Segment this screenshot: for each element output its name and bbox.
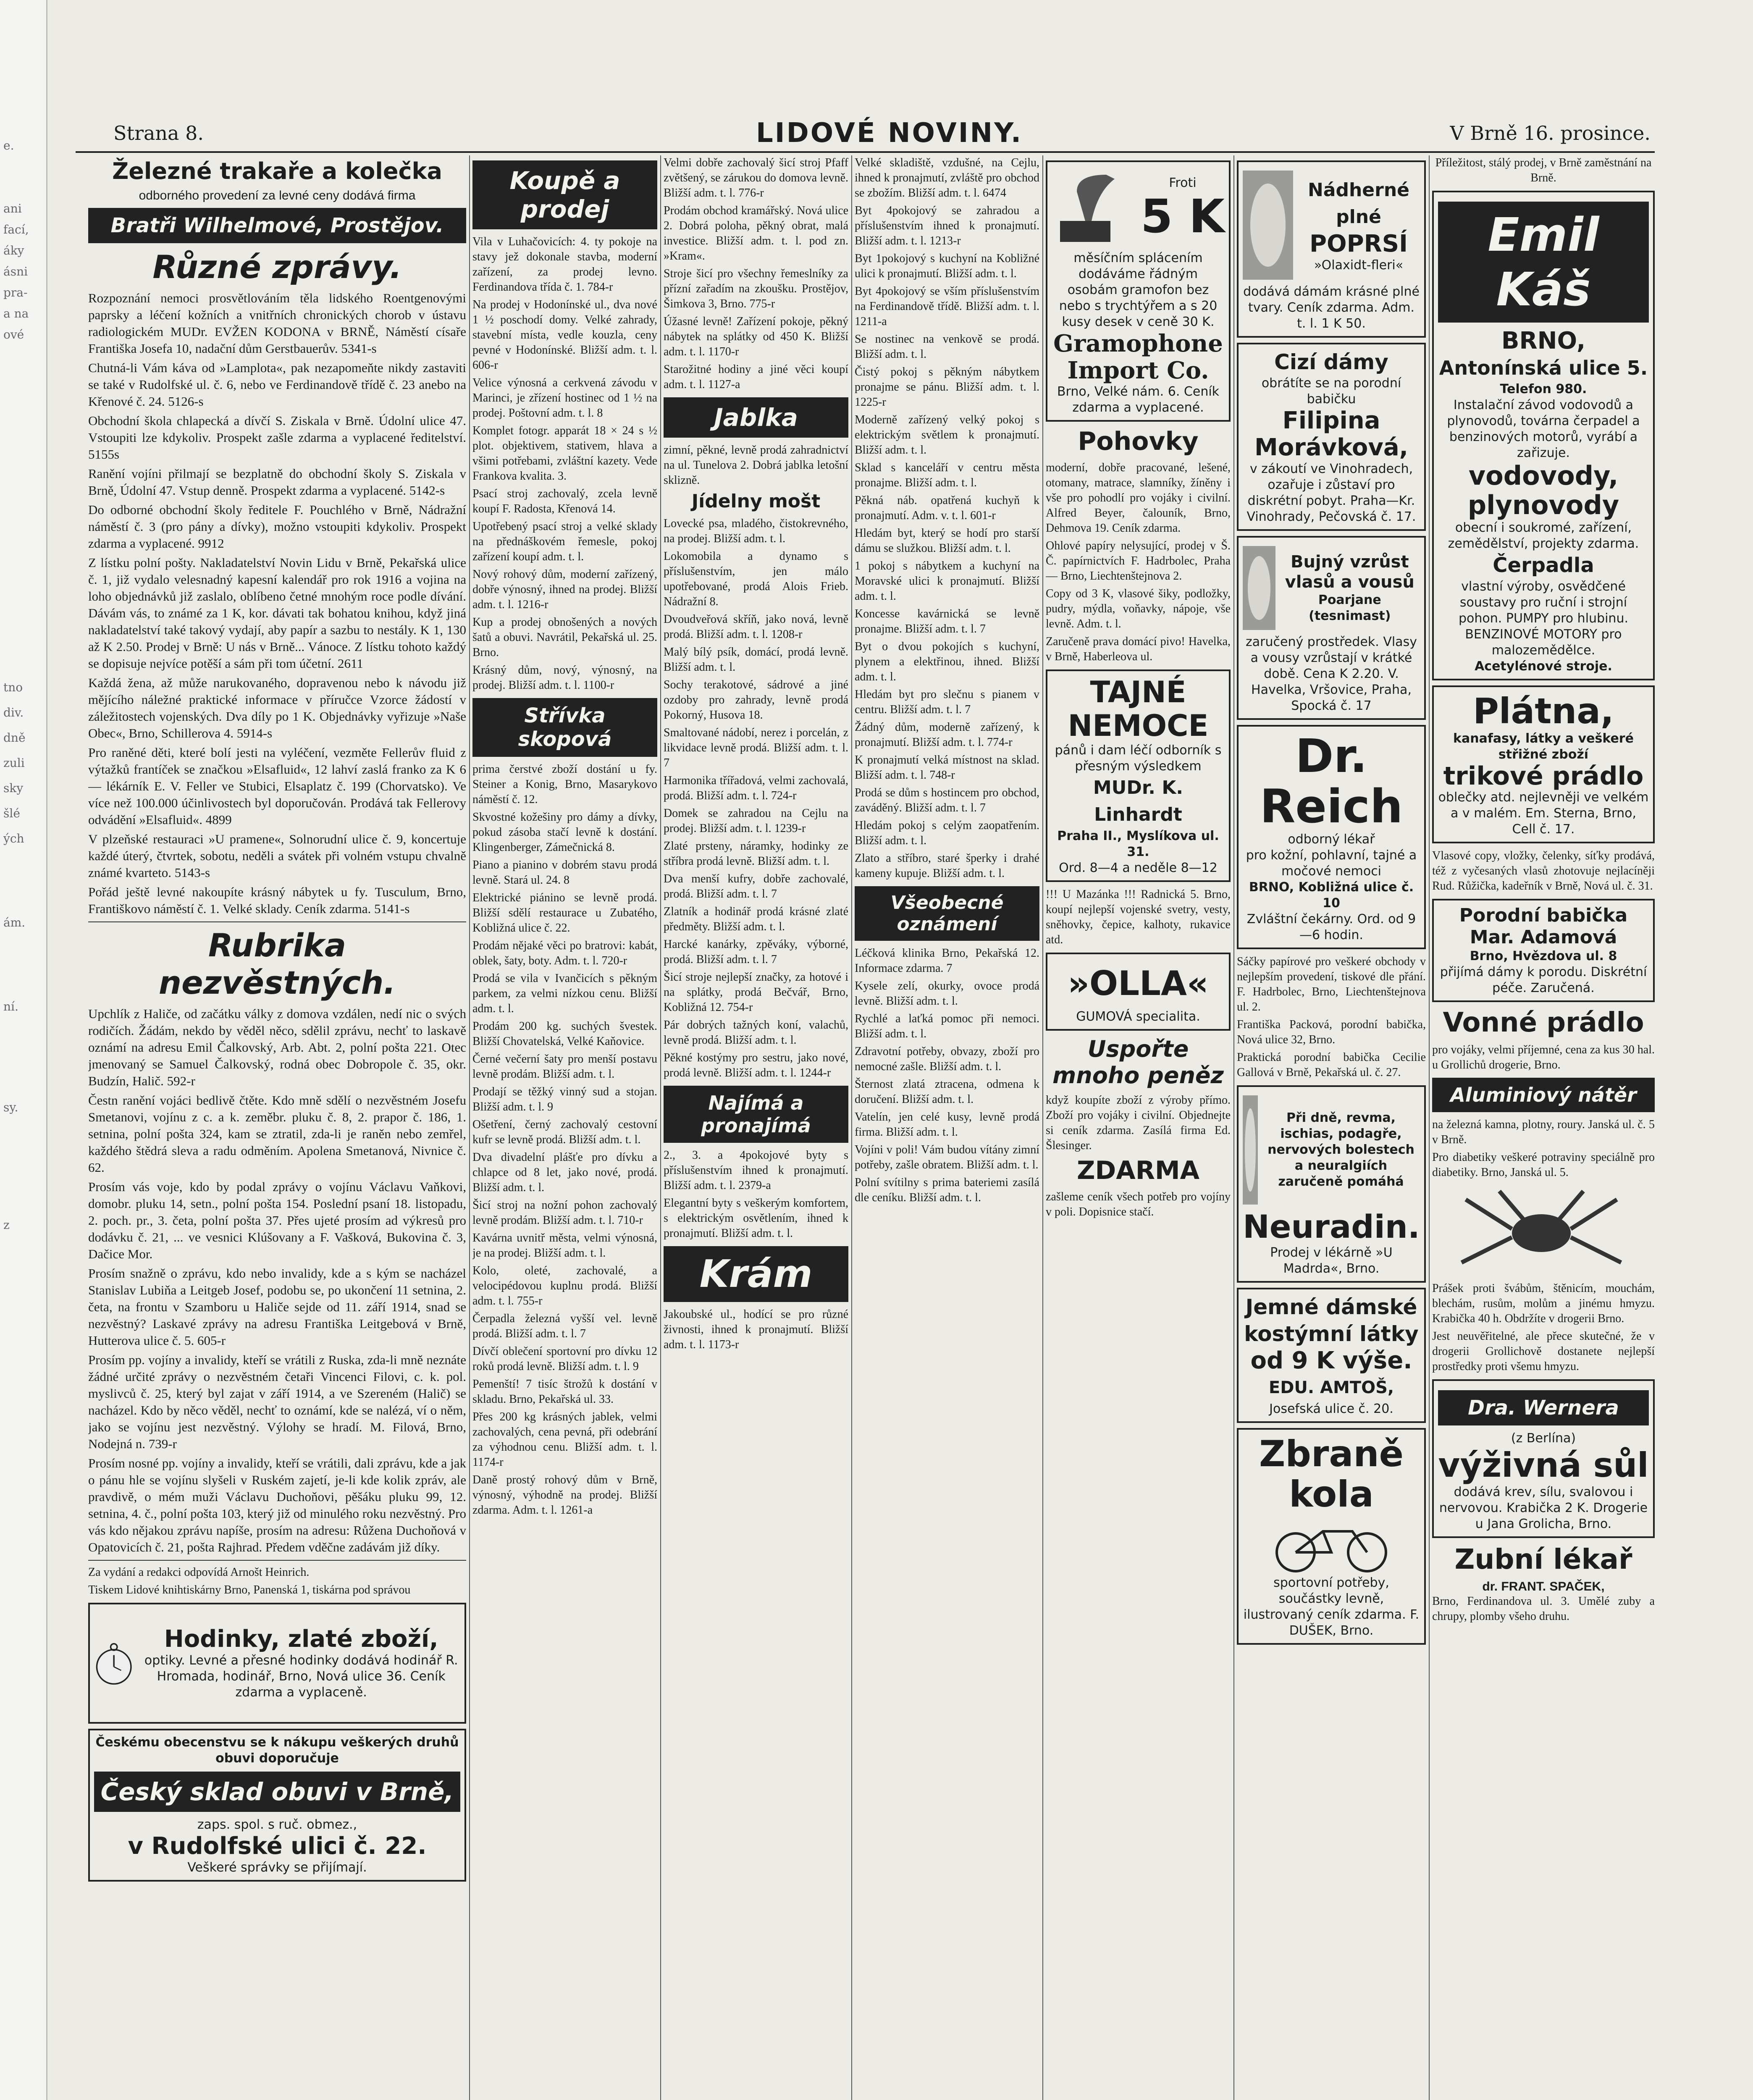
classified-item: Byt 4pokojový se vším příslušenstvím na Ferdinandově třídě. Bližší adm. t. l. 1211-a bbox=[855, 285, 1039, 328]
classified-item: Rychlé a laťká pomoc při nemoci. Bližší adm. t. l. bbox=[855, 1012, 1039, 1040]
news-paragraph: Ranění vojíni přilmají se bezplatně do obchodní školy S. Ziskala v Brně, Údolní 47. Vstup denně. Prospekt zdarma a vyplacené. 5142-s bbox=[88, 466, 466, 498]
margin-fragment: zuli bbox=[3, 756, 25, 770]
classified-item: Krásný dům, nový, výnosný, na prodej. Bližší adm. t. l. 1100-r bbox=[472, 664, 657, 692]
classified-item: 2., 3. a 4pokojové byty s příslušenstvím ihned k pronajmutí. Bližší adm. t. l. 2379-a bbox=[664, 1149, 848, 1192]
ad-gramophone bbox=[1046, 160, 1231, 422]
ad-save-money-body: když koupíte zboží z výroby přímo. Zboží pro vojáky i civilní. Objednejte si ceník zdarma. Zasílá firma Ed. Šlesinger. bbox=[1046, 1094, 1231, 1152]
ad-gramophone-label: Froti bbox=[1169, 176, 1197, 190]
missing-notice: Prosím pp. vojíny a invalidy, kteří se vrátili z Ruska, zda-li mně neznáte žádné určité zprávy o nezvěstném četaři Vincenci Filovi, c. k. pol. myslivců č. 25, který byl zajat v září 1914, a ve Szereném (Halič) se nacházel. Kdo by něco věděl, nechť to oznámí, kde se nalézá, ví o něm, jako se vojínu jest nezvěstný. Výlohy se hradí. M. Filová, Brno, Nodejná n. 739-r bbox=[88, 1352, 466, 1451]
top-note: Příležitost, stálý prodej, v Brně zaměstnání na Brně. bbox=[1435, 156, 1652, 184]
cider-heading: Jídelny mošt bbox=[691, 491, 821, 512]
missing-notice: Prosím nosné pp. vojíny a invalidy, kteří se vrátili, dali zprávu, kde a jak o pánu hle se vojínu slyšeli v Ruském zajetí, je-li kde kolik zpráv, ale pravdivě, o mém muži Václavu Duchoňovi, pěšáku pluku 99, 12. setnina, 4. č., polní pošta 103, který již od minulého roku nezvěstný. Pro vás kdo nějakou zprávu napíše, prosím na adresu: Růžena Duchoňová v Opatovicích č. 21, pošta Rajhrad. Předem vděčne zadávám již díky. bbox=[88, 1456, 466, 1554]
classified-item: Harcké kanárky, zpěváky, výborné, prodá. Bližší adm. t. l. 7 bbox=[664, 938, 848, 966]
classified-item: Zlatník a hodinář prodá krásné zlaté předměty. Bližší adm. t. l. bbox=[664, 905, 848, 933]
classified-item: Lovecké psa, mladého, čistokrevného, na prodej. Bližší adm. t. l. bbox=[664, 517, 848, 545]
ad-kas-pumps-title: Čerpadla bbox=[1493, 554, 1594, 577]
section-banner-buy-sell: Koupě a prodej bbox=[472, 160, 657, 229]
classified-item: Komplet fotogr. apparát 18 × 24 s ½ plot. objektivem, stativem, hlava a všimi potřebami, zvláštní kazety. Vede Frankova kvalita. 3. bbox=[472, 424, 657, 483]
ad-linens-body: oblečky atd. nejlevněji ve velkém a v malém. Em. Sterna, Brno, Cell č. 17. bbox=[1438, 790, 1649, 837]
ad-sofas-body: moderní, dobře pracované, lešené, otomany, matrace, slamníky, žíněny i vše pro pohodlí pro vojáky i civilní. Alfred Beyer, čalouník, Brno, Dehmova 19. Ceník zdarma. bbox=[1046, 461, 1231, 535]
page-header bbox=[76, 118, 1655, 147]
ad-dentist-body: Brno, Ferdinandova ul. 3. Umělé zuby a chrupy, plomby všeho druhu. bbox=[1432, 1595, 1655, 1623]
classified-item: Pro diabetiky veškeré potraviny speciálně pro diabetiky. Brno, Janská ul. 5. bbox=[1432, 1151, 1655, 1179]
column-display-ads bbox=[1237, 155, 1426, 2100]
dateline: V Brně 16. prosince. bbox=[1450, 122, 1651, 144]
classified-item: Čerpadla železná vyšší vel. levně prodá. Bližší adm. t. l. 7 bbox=[472, 1312, 657, 1340]
ad-reich-sub: odborný lékař bbox=[1288, 832, 1375, 847]
margin-fragment: div. bbox=[3, 706, 24, 719]
ad-secret-diseases-doctor: MUDr. K. Linhardt bbox=[1093, 777, 1184, 825]
classified-item: Elegantní byty s veškerým komfortem, s elektrickým osvětlením, ihned k pronajmutí. Bližší adm. t. l. bbox=[664, 1197, 848, 1240]
column-classifieds-rent bbox=[855, 155, 1039, 2100]
classified-item: Úžasné levně! Zařízení pokoje, pěkný nábytek na splátky od 450 K. Bližší adm. t. l. 1170-r bbox=[664, 315, 848, 358]
ad-dentist-title: Zubní lékař bbox=[1454, 1543, 1632, 1575]
ad-neuradin-body: Při dně, revma, ischias, podagře, nervových bolestech a neuralgiích zaručeně pomáhá bbox=[1268, 1110, 1414, 1189]
missing-notice: Prosím vás voje, kdo by podal zprávy o vojínu Václavu Vaňkovi, domobr. pluku 14, setn., polní pošta 154. Poslední psaní 18. listopadu, 2. poch. pr., 3. četa, polní pošta 37. Přes ujeté prosím ad výkresů pro dodávku č. 21, ... ve vesnici Klúšovany a F. Vašková, Bukovina č. 3, Dačice Mor. bbox=[88, 1179, 466, 1261]
ad-free-body: zašleme ceník všech potřeb pro vojíny v poli. Dopisnice stačí. bbox=[1046, 1190, 1231, 1218]
ad-kas-name: Emil Káš bbox=[1438, 202, 1649, 323]
classified-item: Starožitné hodiny a jiné věci koupí adm. t. l. 1127-a bbox=[664, 363, 848, 391]
ad-costume-price: od 9 K výše. bbox=[1250, 1347, 1412, 1374]
ad-scented-linen-body: pro vojáky, velmi příjemné, cena za kus 30 hal. u Grollichů drogerie, Brno. bbox=[1432, 1043, 1655, 1071]
classified-item: Prodám obchod kramářský. Nová ulice 2. Dobrá poloha, pěkný obrat, malá investice. Bližší adm. t. l. pod zn. »Kram«. bbox=[664, 204, 848, 262]
ad-hair-title: Bujný vzrůst vlasů a vousů bbox=[1285, 552, 1414, 592]
classified-item: Psací stroj zachovalý, zcela levně koupí F. Radosta, Křenová 14. bbox=[472, 487, 657, 515]
ad-reich-name: Dr. Reich bbox=[1260, 729, 1403, 833]
classified-item: Šicí stroje nejlepší značky, za hotové i na splátky, prodá Bečvář, Brno, Kobližná 12. 754-r bbox=[664, 971, 848, 1014]
ad-shoes-address: v Rudolfské ulici č. 22. bbox=[128, 1832, 427, 1860]
margin-fragment: a na bbox=[3, 307, 29, 320]
ad-adamova-address: Brno, Hvězdova ul. 8 bbox=[1470, 949, 1617, 963]
news-paragraph: Chutná-li Vám káva od »Lamplota«, pak nezapomeňte nikdy zastaviti se také v Rudolfské ul. č. 6, nebo ve Ferdinandově třídě č. 23 anebo na Křenové č. 24. 5126-s bbox=[88, 360, 466, 409]
classified-item: Velké skladiště, vzdušné, na Cejlu, ihned k pronajmutí, zvláště pro obchod se zbožím. Bližší adm. t. l. 6474 bbox=[855, 156, 1039, 200]
ad-free-title: ZDARMA bbox=[1076, 1156, 1200, 1185]
classified-item: Nový rohový dům, moderní zařízený, dobře výnosný, ihned na prodej. Bližší adm. t. l. 1216-r bbox=[472, 568, 657, 611]
bicycle-icon bbox=[1268, 1515, 1394, 1573]
ad-shoes-banner: Českému obecenstvu se k nákupu veškerých druhů obuvi doporučuje bbox=[95, 1735, 459, 1766]
ad-watches bbox=[88, 1603, 466, 1724]
column-divider bbox=[469, 155, 470, 2100]
margin-fragment: sy. bbox=[3, 1100, 18, 1114]
column-divider bbox=[660, 155, 661, 2100]
classified-item: Zaručeně prava domácí pivo! Havelka, v Brně, Haberleova ul. bbox=[1046, 635, 1231, 663]
classified-item: Pěkné kostýmy pro sestru, jako nové, prodá levně. Bližší adm. t. l. 1244-r bbox=[664, 1051, 848, 1079]
ad-kas-body: Instalační závod vodovodů a plynovodů, továrna čerpadel a benzinových motorů, vyrábí a zařizuje. bbox=[1447, 398, 1640, 460]
banner-ad-title: Železné trakaře a kolečka bbox=[112, 158, 442, 184]
margin-fragment: pra- bbox=[3, 286, 28, 299]
ad-dentist-name: dr. FRANT. SPAČEK, bbox=[1482, 1580, 1605, 1593]
classified-item: Vatelín, jen celé kusy, levně prodá firma. Bližší adm. t. l. bbox=[855, 1110, 1039, 1139]
ad-gramophone-firm: Gramophone Import Co. bbox=[1053, 330, 1223, 384]
classified-item: Praktická porodní babička Cecilie Gallová v Brně, Pekařská ul. č. 27. bbox=[1237, 1051, 1426, 1079]
ad-midwife-sub: obrátíte se na porodní babičku bbox=[1261, 376, 1401, 407]
man-portrait-image bbox=[1243, 546, 1275, 630]
classified-item: Koncesse kavárnická se levně pronajme. Bližší adm. t. l. 7 bbox=[855, 607, 1039, 635]
classified-item: Dvoudveřová skříň, jako nová, levně prodá. Bližší adm. t. l. 1208-r bbox=[664, 613, 848, 641]
classified-item: Elektrické piánino se levně prodá. Bližší sdělí restaurace u Zubatého, Kobližná ulice č. 22. bbox=[472, 891, 657, 934]
ad-adamova-title: Porodní babička Mar. Adamová bbox=[1459, 905, 1628, 948]
classified-item: 1 pokoj s nábytkem a kuchyní na Moravské ulici k pronajmutí. Bližší adm. t. l. bbox=[855, 559, 1039, 603]
missing-notice: Čestn ranění vojáci bedlivě čtěte. Kdo mně sdělí o nezvěstném Josefu Smetanovi, vojínu z c. a k. zeměbr. pluku č. 8, 2. prapor č. 186, 1. setnina, polní pošta 324, kam se ztratil, zda-li je raněn nebo zemřel, každého štědrá sleva a radu odměním. Apolena Smetanová, Nivnice č. 62. bbox=[88, 1093, 466, 1175]
ad-gramophone-address: Brno, Velké nám. 6. Ceník zdarma a vyplacené. bbox=[1057, 384, 1220, 415]
classified-item: Sochy terakotové, sádrové a jiné ozdoby pro zahrady, levně prodá Pokorný, Husova 18. bbox=[664, 678, 848, 722]
classified-item: prima čerstvé zboží dostání u fy. Steiner a Konig, Brno, Masarykovo náměstí č. 12. bbox=[472, 763, 657, 806]
classified-item: Ohlové papíry nelysující, prodej v Š. Č. papírnictvích F. Hadrbolec, Praha — Brno, Liechtenštejnova 2. bbox=[1046, 539, 1231, 583]
classified-item: Čistý pokoj s pěkným nábytkem pronajme se pánu. Bližší adm. t. l. 1225-r bbox=[855, 365, 1039, 409]
ad-bust-sub: »Olaxidt-fleri« bbox=[1314, 258, 1404, 273]
missing-notice: Upchlík z Haliče, od začátku války z domova vzdálen, nedí nic o svých rodičích. Žádám, nekdo by věděl něco, sdělil zprávu, nechť to laskavě oznámí na adresu Emil Čalkovský, Arb. Abt. 2, polní pošta 221. Otec jmenovaný se Samuel Čalkovský, rodná obec Dobropole č. 35, okr. Budzín, Halič. 592-r bbox=[88, 1006, 466, 1088]
insect-icon bbox=[1432, 1183, 1651, 1279]
classified-item: Jakoubské ul., hodící se pro různé živnosti, ihned k pronajmutí. Bližší adm. t. l. 1173-r bbox=[664, 1308, 848, 1351]
classified-item: Se nostinec na venkově se prodá. Bližší adm. t. l. bbox=[855, 333, 1039, 361]
figure-illustration bbox=[1243, 1095, 1258, 1205]
column-divider bbox=[851, 155, 852, 2100]
imprint-printer: Tiskem Lidové knihtiskárny Brno, Panenská 1, tiskárna pod správou bbox=[88, 1583, 411, 1596]
classified-item: Lokomobila a dynamo s příslušenstvím, jen málo upotřebované, prodá Alois Frieb. Nádražní 8. bbox=[664, 550, 848, 608]
ad-adamova-body: přijímá dámy k porodu. Diskrétní péče. Zaručená. bbox=[1440, 965, 1647, 995]
ad-werner-sub: (z Berlína) bbox=[1511, 1431, 1576, 1446]
classified-item: K pronajmutí velká místnost na sklad. Bližší adm. t. l. 748-r bbox=[855, 753, 1039, 782]
ad-shoes-note: Veškeré správky se přijímají. bbox=[187, 1860, 367, 1875]
section-banner-lamb-skins: Střívka skopová bbox=[472, 698, 657, 757]
classified-item: Zdravotní potřeby, obvazy, zboží pro nemocné zašle. Bližší adm. t. l. bbox=[855, 1045, 1039, 1073]
divider bbox=[88, 921, 466, 922]
ad-bust-name: POPRSÍ bbox=[1309, 230, 1408, 257]
ad-kas-acetylene: Acetylénové stroje. bbox=[1475, 659, 1612, 674]
classified-item: Upotřebený psací stroj a velké sklady na přednáškovém řemesle, pokoj zařízení koupí adm. t. l. bbox=[472, 520, 657, 563]
margin-fragment: fací, bbox=[3, 223, 29, 236]
classified-item: Pemenští! 7 tisíc štrožů k dostání v skladu. Brno, Pekařská ul. 33. bbox=[472, 1378, 657, 1406]
ad-kas-address: Antonínská ulice 5. bbox=[1439, 357, 1648, 379]
ad-bust-body: dodává dámám krásné plné tvary. Ceník zdarma. Adm. t. l. 1 K 50. bbox=[1243, 284, 1420, 331]
margin-fragment: ani bbox=[3, 202, 22, 215]
news-paragraph: Rozpoznání nemoci prosvětlováním těla lidského Roentgenovými paprsky a léčení kožních a vnitřních chronických chorob v ústavu radiologickém MUDr. EVŽEN KODONA v BRNĚ, Náměstí císaře Františka Josefa 10, nadační dům Gerstbauerův. 5341-s bbox=[88, 291, 466, 356]
classified-item: Prodám 200 kg. suchých švestek. Bližší Chovatelská, Velké Kaňovice. bbox=[472, 1020, 657, 1048]
classified-item: Prodá se vila v Ivančicích s pěkným parkem, za velmi nízkou cenu. Bližší adm. t. l. bbox=[472, 972, 657, 1015]
margin-fragment: ých bbox=[3, 832, 24, 845]
ad-costume-firm: EDU. AMTOŠ, bbox=[1268, 1378, 1394, 1397]
page-number: Strana 8. bbox=[113, 122, 204, 144]
ad-neuradin bbox=[1237, 1085, 1426, 1283]
column-classifieds-misc bbox=[664, 155, 848, 2100]
ad-costume-address: Josefská ulice č. 20. bbox=[1269, 1402, 1393, 1416]
ad-kas-phone: Telefon 980. bbox=[1500, 382, 1587, 396]
ad-werner-salt bbox=[1432, 1379, 1655, 1538]
classified-item: Domek se zahradou na Cejlu na prodej. Bližší adm. t. l. 1239-r bbox=[664, 807, 848, 835]
classified-item: Přes 200 kg krásných jablek, velmi zachovalých, cena pevná, při odebrání za výhodnou cenu. Bližší adm. t. l. 1174-r bbox=[472, 1410, 657, 1469]
ad-midwife-adamova bbox=[1432, 899, 1655, 1002]
classified-item: Sklad s kanceláří v centru města pronajme. Bližší adm. t. l. bbox=[855, 461, 1039, 489]
ad-shoes-sub: zaps. spol. s ruč. obmez., bbox=[197, 1817, 357, 1832]
classified-item: Jest neuvěřitelné, ale přece skutečné, že v drogerii Grollichově dostanete nejlepší prostředky proti všemu hmyzu. bbox=[1432, 1330, 1655, 1373]
classified-item: Vojíni v poli! Vám budou vítány zimní potřeby, zašle obratem. Bližší adm. t. l. bbox=[855, 1143, 1039, 1171]
ad-kas-city: BRNO, bbox=[1501, 327, 1586, 354]
ad-olla bbox=[1046, 953, 1231, 1031]
classified-item: Léčková klinika Brno, Pekařská 12. Informace zdarma. 7 bbox=[855, 947, 1039, 975]
woman-portrait-image bbox=[1243, 171, 1293, 280]
ad-neuradin-sale: Prodej v lékárně »U Madrda«, Brno. bbox=[1270, 1245, 1393, 1276]
classified-item: Velmi dobře zachovalý šicí stroj Pfaff zvětšený, se zárukou do domova levně. Bližší adm. t. l. 776-r bbox=[664, 156, 848, 200]
news-paragraph: Pro raněné děti, které bolí jesti na vyléčení, vezměte Fellerův fluid z výtažků frantíček se značkou »Elsafluid«, 12 lahví zaslá franko za K 6 — lékárník E. V. Feller ve Stubici, Elsaplatz č. 199 (Chorvatsko). Ve více než 100.000 účinlivostech byl doporučován. Prodává tak Fellerovy odvádění »Elsafluid«. 4899 bbox=[88, 745, 466, 827]
classified-item: Kolo, oleté, zachovalé, a velocipédovou kuplnu prodá. Bližší adm. t. l. 755-r bbox=[472, 1264, 657, 1307]
ad-emil-kas bbox=[1432, 191, 1655, 680]
classified-item: Šternost zlatá ztracena, odmena k doručení. Bližší adm. t. l. bbox=[855, 1078, 1039, 1106]
margin-fragment: ásni bbox=[3, 265, 28, 278]
classified-item: Vlasové copy, vložky, čelenky, síťky prodává, též z vyčesaných vlasů zhotovuje nejlacíněji Rud. Růžička, kadeřník v Brně, Nová ul. č. 31. bbox=[1432, 849, 1655, 892]
ad-bust bbox=[1237, 160, 1426, 338]
classified-item: Hledám byt pro slečnu s pianem v centru. Bližší adm. t. l. 7 bbox=[855, 688, 1039, 716]
ad-secret-diseases-title: TAJNÉ NEMOCE bbox=[1068, 675, 1209, 743]
ad-werner-name: výživná sůl bbox=[1438, 1446, 1649, 1485]
ad-kas-water-body: obecní i soukromé, zařízení, zemědělství, projekty zdarma. bbox=[1448, 520, 1639, 551]
ad-gramophone-body: měsíčním splácením dodáváme řádným osobám gramofon bez nebo s trychtýřem a s 20 kusy desek v ceně 30 K. bbox=[1059, 251, 1218, 329]
classified-item: Skvostné kožešiny pro dámy a dívky, pokud zásoba stačí levně k dostání. Klingenberger, Zámečnická 8. bbox=[472, 811, 657, 854]
ad-watches-body: optiky. Levné a přesné hodinky dodává hodinář R. Hromada, hodinář, Brno, Nová ulice 36. Ceník zdarma a vyplaceně. bbox=[144, 1653, 458, 1700]
classified-item: Zlato a stříbro, staré šperky i drahé kameny kupuje. Bližší adm. t. l. bbox=[855, 852, 1039, 880]
margin-fragment: dně bbox=[3, 731, 26, 745]
ad-gramophone-price: 5 K bbox=[1140, 189, 1225, 243]
classified-item: Prodají se těžký vinný sud a stojan. Bližší adm. t. l. 9 bbox=[472, 1085, 657, 1113]
ad-secret-diseases-address: Praha II., Myslíkova ul. 31. bbox=[1057, 829, 1219, 859]
ad-bust-title: Nádherné plné bbox=[1307, 179, 1409, 228]
ad-linens-sub: kanafasy, látky a veškeré střižné zboží bbox=[1453, 731, 1634, 762]
ad-neuradin-title: Neuradin. bbox=[1243, 1208, 1420, 1245]
margin-fragment: sky bbox=[3, 781, 24, 795]
ad-costume-title: Jemné dámské kostýmní látky bbox=[1244, 1295, 1419, 1346]
classified-item: Prášek proti švábům, štěnicím, mouchám, blechám, rusům, molům a jinému hmyzu. Krabička 40 h. Obdržíte v drogerii Brno. bbox=[1432, 1282, 1655, 1325]
classified-item: Pár dobrých tažných koní, valachů, levně prodá. Bližší adm. t. l. bbox=[664, 1018, 848, 1047]
ad-werner-body: dodává krev, sílu, svalovou i nervovou. Krabička 2 K. Drogerie u Jana Grolicha, Brno. bbox=[1439, 1485, 1648, 1531]
ad-secret-diseases-body: pánů i dam léčí odborník s přesným výsledkem bbox=[1055, 743, 1222, 774]
classified-item: Prodám nějaké věci po bratrovi: kabát, oblek, šaty, boty. Adm. t. l. 720-r bbox=[472, 939, 657, 967]
margin-fragment: e. bbox=[3, 139, 14, 152]
column-divider bbox=[1042, 155, 1043, 2100]
classified-item: Dva menší kufry, dobře zachovalé, prodá. Bližší adm. t. l. 7 bbox=[664, 872, 848, 900]
ad-scented-linen-title: Vonné prádlo bbox=[1443, 1007, 1644, 1038]
ad-shoes-title: Český sklad obuvi v Brně, bbox=[94, 1772, 460, 1812]
ad-olla-sub: GUMOVÁ specialita. bbox=[1076, 1009, 1200, 1024]
classified-item: Harmonika třířadová, velmi zachovalá, prodá. Bližší adm. t. l. 724-r bbox=[664, 774, 848, 802]
classified-item: Kup a prodej obnošených a nových šatů a obuvi. Navrátil, Pekařská ul. 25. Brno. bbox=[472, 616, 657, 659]
classified-item: Malý bílý psík, domácí, prodá levně. Bližší adm. t. l. bbox=[664, 646, 848, 674]
news-paragraph: V plzeňské restauraci »U pramene«, Solnorudní ulice č. 9, koncertuje každé úterý, čtvrtek, sobotu, neděli a svátek při volném vstupu chvalně známé kvarteto. 5143-s bbox=[88, 832, 466, 880]
classified-item: Byt o dvou pokojích s kuchyní, plynem a elektřinou, ihned. Bližší adm. t. l. bbox=[855, 640, 1039, 683]
gramophone-icon bbox=[1052, 166, 1123, 250]
classified-item: Zlaté prsteny, náramky, hodinky ze stříbra prodá levně. Bližší adm. t. l. bbox=[664, 840, 848, 868]
ad-midwife-moravkova bbox=[1237, 343, 1426, 531]
divider bbox=[88, 1560, 466, 1561]
ad-weapons-body: sportovní potřeby, součástky levně, ilustrovaný ceník zdarma. F. DUŠEK, Brno. bbox=[1243, 1575, 1420, 1638]
ad-werner-title: Dra. Wernera bbox=[1438, 1390, 1649, 1425]
classified-item: !!! U Mazánka !!! Radnická 5. Brno, koupí nejlepší vojenské svetry, vesty, sněhovky, čepice, kalhoty, rukavice atd. bbox=[1046, 888, 1231, 946]
classified-item: Velice výnosná a cerkvená závodu v Marinci, je zřízení hostinec od 1 ½ na prodej. Poštovní adm. t. l. 8 bbox=[472, 376, 657, 420]
classified-item: Na prodej v Hodonínské ul., dva nové 1 ½ poschodí domy. Velké zahrady, stavební místa, vedle kouzla, ceny pevné v Hodonínské. Bližší adm. t. l. 606-r bbox=[472, 298, 657, 372]
ad-aluminium-body: na železná kamna, plotny, roury. Janská ul. č. 5 v Brně. bbox=[1432, 1118, 1655, 1146]
ad-kas-water-title: vodovody, plynovody bbox=[1467, 460, 1619, 520]
ad-midwife-name: Filipina Morávková, bbox=[1254, 407, 1408, 461]
ad-reich-address: BRNO, Kobližná ulice č. 10 bbox=[1249, 880, 1414, 911]
margin-fragment: ám. bbox=[3, 916, 26, 929]
classified-item: Žádný dům, moderně zařízený, k pronajmutí. Bližší adm. t. l. 774-r bbox=[855, 721, 1039, 749]
imprint-editor: Za vydání a redakci odpovídá Arnošt Heinrich. bbox=[88, 1566, 310, 1579]
classified-item: Sáčky papírové pro veškeré obchody v nejlepším provedení, tiskové dle přání. F. Hadrbolec, Brno, Liechtenštejnova ul. 2. bbox=[1237, 955, 1426, 1013]
ad-sofas-title: Pohovky bbox=[1078, 427, 1199, 456]
header-rule bbox=[76, 151, 1655, 153]
classified-item: Dívčí oblečení sportovní pro dívku 12 roků prodá levně. Bližší adm. t. l. 9 bbox=[472, 1345, 657, 1373]
ad-hair-body: zaručený prostředek. Vlasy a vousy vzrůstají v krátké době. Cena K 2.20. V. Havelka, Vršovice, Praha, Spocká č. 17 bbox=[1246, 635, 1417, 713]
ad-midwife-title: Cizí dámy bbox=[1274, 350, 1388, 374]
classified-item: Daně prostý rohový dům v Brně, výnosný, výhodně na prodej. Bližší zdarma. Adm. t. l. 1261-a bbox=[472, 1473, 657, 1517]
column-classifieds-sale bbox=[472, 155, 657, 2100]
news-paragraph: Z lístku polní pošty. Nakladatelství Novin Lidu v Brně, Pekařská ulice č. 1, již vydalo velesnadný kapesní kalendář pro rok 1916 a vojina na loho objednávků již zaslalo, oblíbeno četné mnohým roce podle dívání. Dávám vás, to známé za 1 K, kor. dávati tak bohatou knihou, když jiná nakladatelství také takový vydají, aby papír a sazbu to nestály. K 1, 130 až K 2.50. Prodej v Brně: U nás v Brně... Vánoce. Z lístku tohoto každý se dopisuje nejvíce potěší a sám při tom účetní. 2611 bbox=[88, 555, 466, 671]
ad-secret-diseases-hours: Ord. 8—4 a neděle 8—12 bbox=[1059, 861, 1218, 875]
classified-item: Piano a pianino v dobrém stavu prodá levně. Stará ul. 24. 8 bbox=[472, 858, 657, 887]
classified-item: Polní svítilny s prima bateriemi zasílá dle ceníku. Bližší adm. t. l. bbox=[855, 1176, 1039, 1204]
newspaper-page bbox=[76, 118, 1655, 2100]
classified-item: Františka Packová, porodní babička, Nová ulice 32, Brno. bbox=[1237, 1018, 1426, 1046]
column-ads-mixed bbox=[1046, 155, 1231, 2100]
ad-aluminium-title: Aluminiový nátěr bbox=[1432, 1078, 1655, 1112]
classified-item: Byt 1pokojový s kuchyní na Kobližné ulici k pronajmutí. Bližší adm. t. l. bbox=[855, 252, 1039, 280]
pocket-watch-icon bbox=[94, 1609, 134, 1718]
section-title-various-news: Různé zprávy. bbox=[152, 248, 402, 286]
ad-watches-title: Hodinky, zlaté zboží, bbox=[164, 1625, 438, 1653]
ad-reich-body: pro kožní, pohlavní, tajné a močové nemoci bbox=[1246, 848, 1417, 879]
column-news bbox=[88, 155, 466, 2100]
news-paragraph: Do odborné obchodní školy ředitele F. Pouchlého v Brně, Nádražní náměstí č. 3 (pro pány a dívky), možno vstoupiti kdykoliv. Prospekt zdarma a vyplacené. 9912 bbox=[88, 502, 466, 551]
classified-item: Kavárna uvnitř města, velmi výnosná, je na prodej. Bližší adm. t. l. bbox=[472, 1231, 657, 1260]
missing-notice: Prosím snažně o zprávu, kdo nebo invalidy, kde a s kým se nacházel Stanislav Lubiňa a Leitgeb Josef, podobu se, po ukončení 11 setnina, 2. četa, na frontu v Szamboru u Haliče sejde od 11. září 1914, snad se nezvěstný? Laskavé zprávy na adresu Františka Leitgebová v Brně, Hutterova ulice č. 5. 605-r bbox=[88, 1266, 466, 1348]
column-divider bbox=[1429, 155, 1430, 2100]
classified-item: Hledám byt, který se hodí pro starší dámu se služkou. Bližší adm. t. l. bbox=[855, 527, 1039, 555]
classified-item: Prodá se dům s hostincem pro obchod, zaváděný. Bližší adm. t. l. 7 bbox=[855, 786, 1039, 814]
ad-midwife-body: v zákoutí ve Vinohradech, ozařuje i zůstaví pro diskrétní pobyt. Praha—Kr. Vinohrady, Pečovská č. 17. bbox=[1247, 462, 1416, 524]
margin-fragment: tno bbox=[3, 680, 23, 694]
ad-linens-title: Plátna, bbox=[1473, 690, 1614, 732]
ad-weapons-title: Zbraně kola bbox=[1259, 1433, 1404, 1515]
ad-hair-name: Poarjane (tesnimast) bbox=[1309, 593, 1391, 623]
ad-olla-title: »OLLA« bbox=[1068, 964, 1209, 1003]
classified-item: Šicí stroj na nožní pohon zachovalý levně prodám. Bližší adm. t. l. 710-r bbox=[472, 1199, 657, 1227]
news-paragraph: Pořád ještě levné nakoupíte krásný nábytek u fy. Tusculum, Brno, Františkovo náměstí č. 1. Velké sklady. Ceník zdarma. 5141-s bbox=[88, 885, 466, 916]
column-divider bbox=[1233, 155, 1234, 2100]
classified-item: zimní, pěkné, levně prodá zahradnictví na ul. Tunelova 2. Dobrá jablka letošní sklizně. bbox=[664, 444, 848, 487]
banner-ad-firm: Bratři Wilhelmové, Prostějov. bbox=[88, 208, 466, 243]
ad-weapons-bikes bbox=[1237, 1428, 1426, 1645]
classified-item: Moderně zařízený velký pokoj s elektrickým světlem k pronajmutí. Bližší adm. t. l. bbox=[855, 413, 1039, 457]
ad-kas-pumps-body: vlastní výroby, osvědčené soustavy pro ruční i strojní pohon. PUMPY pro hlubinu. BENZINOVÉ MOTORY pro malozemědělce. bbox=[1459, 579, 1628, 658]
ad-linens bbox=[1432, 685, 1655, 843]
ad-linens-tricot: trikové prádlo bbox=[1443, 761, 1644, 791]
classified-item: Byt 4pokojový se zahradou a příslušenstvím ihned k pronajmutí. Bližší adm. t. l. 1213-r bbox=[855, 204, 1039, 247]
section-title-missing-persons: Rubrika nezvěstných. bbox=[158, 927, 396, 1001]
ad-save-money-title: Uspořte mnoho peněz bbox=[1052, 1036, 1224, 1089]
banner-ad-sub: odborného provedení za levné ceny dodává firma bbox=[139, 189, 416, 202]
margin-fragment: ové bbox=[3, 328, 24, 341]
ad-hair-growth bbox=[1237, 536, 1426, 720]
classified-item: Kysele zelí, okurky, ovoce prodá levně. Bližší adm. t. l. bbox=[855, 979, 1039, 1008]
classified-item: Hledám pokoj s celým zaopatřením. Bližší adm. t. l. bbox=[855, 819, 1039, 847]
apples-banner: Jablka bbox=[664, 397, 848, 438]
ad-secret-diseases bbox=[1046, 669, 1231, 882]
shop-banner: Krám bbox=[664, 1246, 848, 1302]
page-edge bbox=[0, 0, 47, 2100]
rental-banner: Najímá a pronajímá bbox=[664, 1086, 848, 1143]
margin-fragment: šlé bbox=[3, 806, 20, 820]
classified-item: Smaltované nádobí, nerez i porcelán, z likvidace levně prodá. Bližší adm. t. l. 7 bbox=[664, 726, 848, 769]
classified-item: Copy od 3 K, vlasové šiky, podložky, pudry, mýdla, voňavky, nápoje, vše levně. Adm. t. l. bbox=[1046, 587, 1231, 630]
ad-dr-reich bbox=[1237, 725, 1426, 949]
classified-item: Stroje šicí pro všechny řemeslníky za přízní zařadím na zkoušku. Prostějov, Šimkova 3, Brno. 775-r bbox=[664, 267, 848, 310]
classified-item: Černé večerní šaty pro menší postavu levně prodám. Bližší adm. t. l. bbox=[472, 1053, 657, 1081]
classified-item: Ošetření, černý zachovalý cestovní kufr se levně prodá. Bližší adm. t. l. bbox=[472, 1118, 657, 1146]
masthead: LIDOVÉ NOVINY. bbox=[756, 118, 1023, 149]
ad-reich-hours: Zvláštní čekárny. Ord. od 9—6 hodin. bbox=[1247, 912, 1416, 942]
column-display-ads-right bbox=[1432, 155, 1655, 2100]
news-paragraph: Každá žena, až může narukovaného, dopravenou nebo k návodu již mějícího náležné praktické informace v příručce Vzorce žádostí v záležitostech vojenských. Dva díly po 1 K. Objednávky vyřizuje »Naše Obec«, Brno, Schillerova 4. 5914-s bbox=[88, 675, 466, 740]
ad-costume-fabrics bbox=[1237, 1288, 1426, 1423]
margin-fragment: áky bbox=[3, 244, 24, 257]
classified-item: Vila v Luhačovicích: 4. ty pokoje na stavy jež dokonale stavba, moderní zařízení, za prodej levno. Ferdinandova třída č. 1. 784-r bbox=[472, 235, 657, 294]
news-paragraph: Obchodní škola chlapecká a dívčí S. Ziskala v Brně. Údolní ulice 47. Vstoupiti lze kdykoliv. Prospekt zašle zdarma a vyplacené ředitelství. 5155s bbox=[88, 413, 466, 462]
general-notice-banner: Všeobecné oznámení bbox=[855, 886, 1039, 941]
classified-item: Pěkná náb. opatřená kuchyň k pronajmutí. Adm. v. t. l. 601-r bbox=[855, 494, 1039, 522]
margin-fragment: z bbox=[3, 1218, 10, 1232]
classified-item: Dva divadelní plášťe pro dívku a chlapce od 8 let, jako nové, prodá. Bližší adm. t. l. bbox=[472, 1151, 657, 1194]
margin-fragment: ní. bbox=[3, 1000, 18, 1013]
ad-shoes bbox=[88, 1729, 466, 1882]
